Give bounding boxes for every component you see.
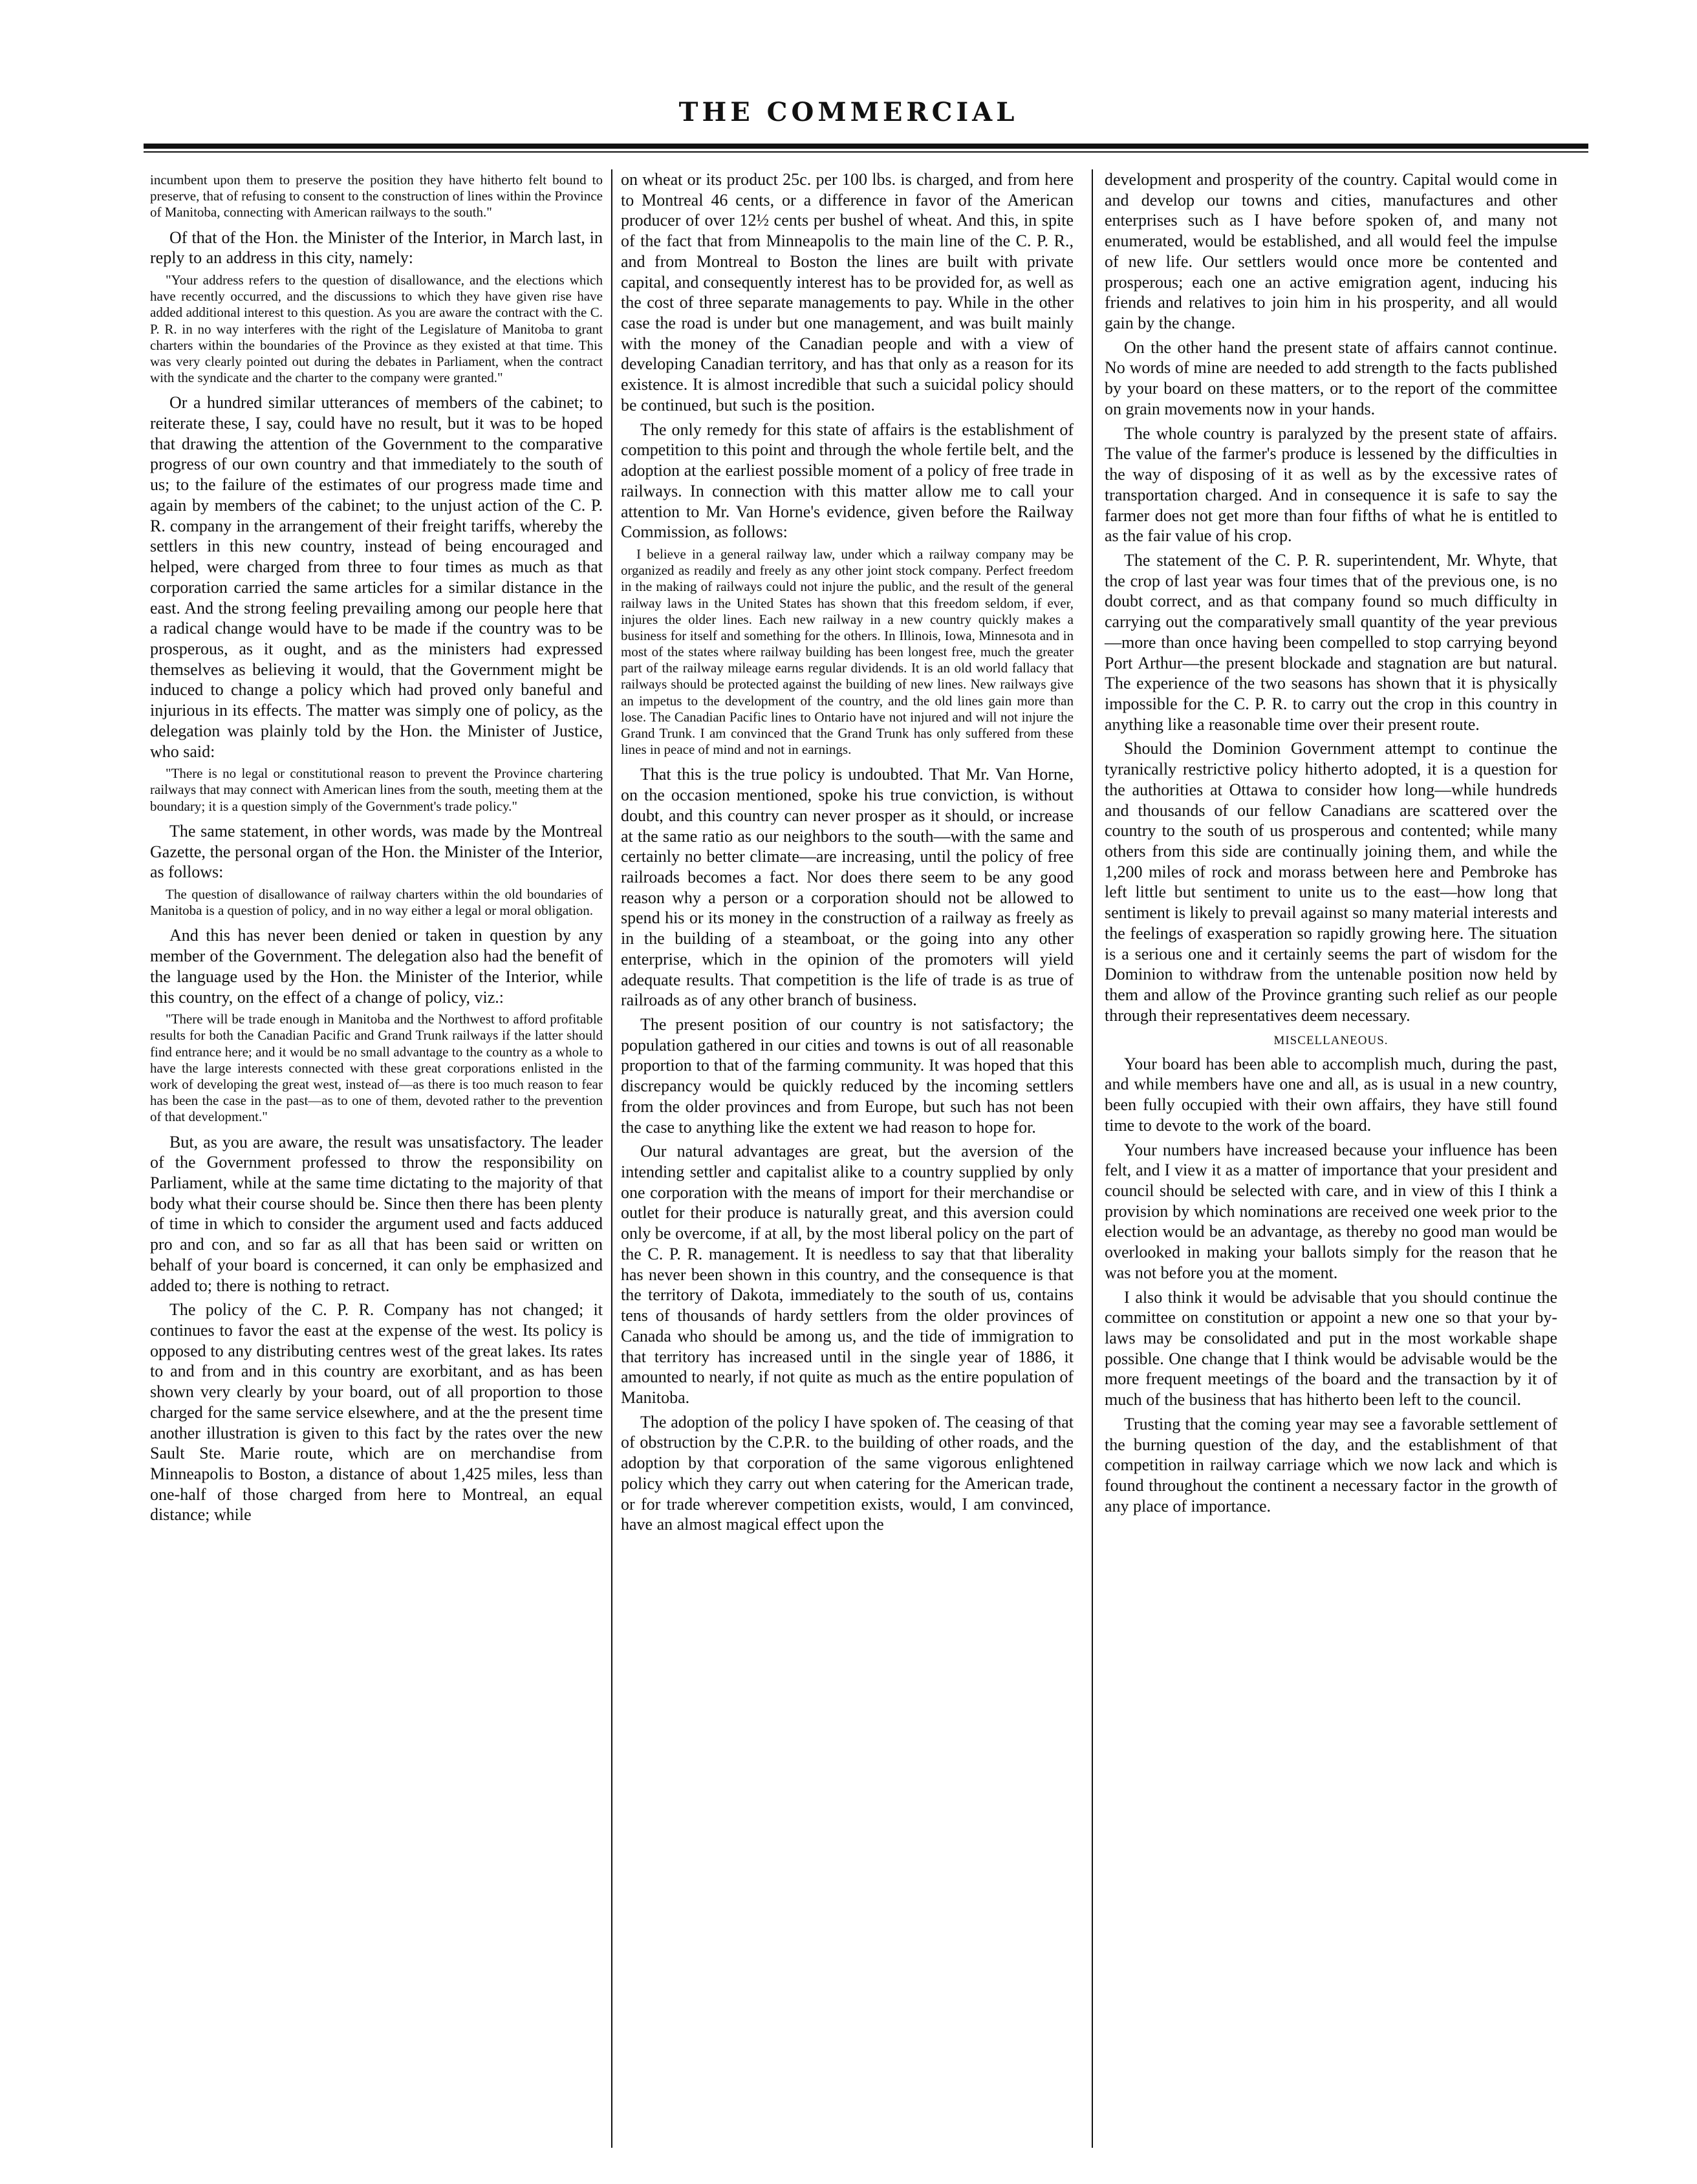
- column-2: [621, 169, 1074, 1539]
- paragraph: And this has never been denied or taken in question by any member of the Government. The delegation also had the benefit of the language used by the Hon. the Minister of the Interior, while this country, on the effect of a change of policy, viz.:: [150, 926, 603, 1007]
- masthead-title: THE COMMERCIAL: [678, 97, 1019, 127]
- block-quote: incumbent upon them to preserve the position they have hitherto felt bound to preserve, that of refusing to consent to the construction of lines within the Province of Manitoba, connecting with American railways to the south.": [150, 172, 603, 220]
- paragraph: The adoption of the policy I have spoken of. The ceasing of that of obstruction by the C.P.R. to the building of other roads, and the adoption by that corporation of the same vigorous enlightened policy which they carry out when catering for the American trade, or for trade wherever competition exists, would, I am convinced, have an almost magical effect upon the: [621, 1412, 1074, 1534]
- block-quote: I believe in a general railway law, under which a railway company may be organized as readily and freely as any other joint stock company. Perfect freedom in the making of railways could not injure the public, and the result of the general railway laws in the United States has shown that this freedom seldom, if ever, injures the older lines. Each new railway in a new country quickly makes a business for itself and something for the others. In Illinois, Iowa, Minnesota and in most of the states where railway building has been longest free, much the greater part of the railway mileage earns regular dividends. It is an old world fallacy that railways should be protected against the building of new lines. New railways give an impetus to the development of the country, and the old lines gain more than lose. The Canadian Pacific lines to Ontario have not injured and will not injure the Grand Trunk. I am convinced that the Grand Trunk has only suffered from these lines in peace of mind and not in earnings.: [621, 546, 1074, 758]
- paragraph: Trusting that the coming year may see a favorable settlement of the burning question of the day, and the establishment of that competition in railway carriage which we now lack and which is found throughout the continent a necessary factor in the growth of any place of importance.: [1105, 1414, 1557, 1515]
- paragraph: The only remedy for this state of affairs is the establishment of competition to this point and through the whole fertile belt, and the adoption at the earliest possible moment of a policy of free trade in railways. In connection with this matter allow me to call your attention to Mr. Van Horne's evidence, given before the Railway Commission, as follows:: [621, 420, 1074, 542]
- paragraph: Your numbers have increased because your influence has been felt, and I view it as a matter of importance that your president and council should be selected with care, and in view of this I think a provision by which nominations are received one week prior to the election would be an advantage, as thereby no good man would be overlooked in making your ballots simply for the reason that he was not before you at the moment.: [1105, 1140, 1557, 1282]
- paragraph: Should the Dominion Government attempt to continue the tyranically restrictive policy hitherto adopted, it is a question for the authorities at Ottawa to consider how long—while hundreds and thousands of our fellow Canadians are scattered over the country to the south of us prosperous and contented; while many others from this side are continually joining them, and while the 1,200 miles of rock and morass between here and Pembroke has left little but sentiment to unite us to the east—how long that sentiment is likely to prevail against so many material interests and the feelings of exasperation so rapidly growing here. The situation is a serious one and it certainly seems the part of wisdom for the Dominion to withdraw from the untenable position now held by them and allow of the Province granting such relief as our people through their representatives deem necessary.: [1105, 739, 1557, 1025]
- column-divider-1: [611, 169, 612, 2148]
- paragraph: Or a hundred similar utterances of members of the cabinet; to reiterate these, I say, could have no result, but it was to be hoped that drawing the attention of the Government to the comparative progress of our own country and that immediately to the south of us; to the failure of the estimates of our progress made time and again by members of the cabinet; to the unjust action of the C. P. R. company in the arrangement of their freight tariffs, whereby the settlers in this new country, instead of being encouraged and helped, were charged from three to four times as much as that corporation carried the same articles for a similar distance in the east. And the strong feeling prevailing among our people here that a radical change would have to be made if the country was to be prosperous, as it ought, and as the ministers had expressed themselves as believing it would, that the Government might be induced to change a policy which had proved only baneful and injurious in its effects. The matter was simply one of policy, as the delegation was plainly told by the Hon. the Minister of Justice, who said:: [150, 393, 603, 761]
- block-quote: "There is no legal or constitutional reason to prevent the Province chartering railways that may connect with American lines from the south, meeting them at the boundary; it is a question simply of the Government's trade policy.": [150, 765, 603, 814]
- masthead-rule: [144, 144, 1588, 149]
- paragraph: But, as you are aware, the result was unsatisfactory. The leader of the Government professed to throw the responsibility on Parliament, while at the same time dictating to the majority of that body what their course should be. Since then there has been plenty of time in which to consider the argument used and facts adduced pro and con, and so far as all that has been said or written on behalf of your board is concerned, it can only be emphasized and added to; there is nothing to retract.: [150, 1132, 603, 1295]
- block-quote: "There will be trade enough in Manitoba and the Northwest to afford profitable results for both the Canadian Pacific and Grand Trunk railways if the latter should find entrance here; and it would be no small advantage to the country as a whole to have the large interests connected with these great corporations enlisted in the work of developing the great west, instead of—as there is too much reason to fear has been the case in the past—as to one of them, devoted rather to the prevention of that development.": [150, 1011, 603, 1125]
- section-heading: MISCELLANEOUS.: [1273, 1034, 1389, 1048]
- paragraph: I also think it would be advisable that you should continue the committee on constitution or appoint a new one so that your by-laws may be consolidated and put in the most workable shape possible. One change that I think would be advisable would be the more frequent meetings of the board and the transaction by it of much of the business that has hitherto been left to the council.: [1105, 1287, 1557, 1409]
- column-3: [1105, 169, 1557, 1520]
- paragraph: That this is the true policy is undoubted. That Mr. Van Horne, on the occasion mentioned, spoke his true conviction, is without doubt, and this country can never prosper as it should, or increase at the same ratio as our neighbors to the south—with the same and certainly no better climate—are increasing, until the policy of free railroads becomes a fact. Nor does there seem to be any good reason why a person or a corporation should not be allowed to spend his or its money in the construction of a railway as freely as in the building of a steamboat, or the going into any other enterprise, which in the opinion of the promoters will yield adequate results. That competition is the life of trade is as true of railroads as of any other branch of business.: [621, 765, 1074, 1010]
- paragraph: The whole country is paralyzed by the present state of affairs. The value of the farmer's produce is lessened by the difficulties in the way of disposing of it as well as by the excessive rates of transportation charged. And in consequence it is safe to say the farmer does not get more than four fifths of what he is entitled to as the fair value of his crop.: [1105, 423, 1557, 546]
- paragraph: on wheat or its product 25c. per 100 lbs. is charged, and from here to Montreal 46 cents, or a difference in favor of the American producer of over 12½ cents per bushel of wheat. And this, in spite of the fact that from Minneapolis to the main line of the C. P. R., and from Montreal to Boston the lines are built with private capital, and consequently interest has to be provided for, as well as the cost of three separate managements to pay. While in the other case the road is under but one management, and was built mainly with the money of the Canadian people and with a view of developing Canadian territory, and has that only as a reason for its existence. It is almost incredible that such a suicidal policy should be continued, but such is the position.: [621, 170, 1074, 414]
- paragraph: The same statement, in other words, was made by the Montreal Gazette, the personal organ of the Hon. the Minister of the Interior, as follows:: [150, 821, 603, 882]
- paragraph: development and prosperity of the country. Capital would come in and develop our towns and cities, manufactures and other enterprises such as I have before spoken of, and many not enumerated, would be established, and all would feel the impulse of new life. Our settlers would once more be contented and prosperous; each one an active emigration agent, inducing his friends and relatives to join him in his prosperity, and all would gain by the change.: [1105, 170, 1557, 333]
- paragraph: The present position of our country is not satisfactory; the population gathered in our cities and towns is out of all reasonable proportion to that of the farming community. It was hoped that this discrepancy would be quickly reduced by the incoming settlers from the older provinces and from Europe, but such has not been the case to anything like the extent we had reason to hope for.: [621, 1015, 1074, 1137]
- masthead-rule-thin: [144, 151, 1588, 153]
- block-quote: The question of disallowance of railway charters within the old boundaries of Manitoba is a question of policy, and in no way either a legal or moral obligation.: [150, 886, 603, 919]
- paragraph: On the other hand the present state of affairs cannot continue. No words of mine are needed to add strength to the facts published by your board on these matters, or to the report of the committee on grain movements now in your hands.: [1105, 337, 1557, 418]
- block-quote: "Your address refers to the question of disallowance, and the elections which have recently occurred, and the discussions to which they have given rise have added additional interest to this question. As you are aware the contract with the C. P. R. in no way interferes with the right of the Legislature of Manitoba to grant charters within the boundaries of the Province as they existed at that time. This was very clearly pointed out during the debates in Parliament, when the contract with the syndicate and the charter to the company were granted.": [150, 272, 603, 386]
- paragraph: The policy of the C. P. R. Company has not changed; it continues to favor the east at the expense of the west. Its policy is opposed to any distributing centres west of the great lakes. Its rates to and from and in this country are exorbitant, and as has been shown very clearly by your board, out of all proportion to those charged for the same service elsewhere, and at the the present time another illustration is given to this fact by the rates over the new Sault Ste. Marie route, which are on merchandise from Minneapolis to Boston, a distance of about 1,425 miles, less than one-half of those charged from here to Montreal, an equal distance; while: [150, 1300, 603, 1525]
- paragraph: Our natural advantages are great, but the aversion of the intending settler and capitalist alike to a country supplied by only one corporation with the means of import for their merchandise or outlet for their produce is naturally great, and this aversion could only be overcome, if at all, by the most liberal policy on the part of the C. P. R. management. It is needless to say that that liberality has never been shown in this country, and the consequence is that the territory of Dakota, immediately to the south of us, contains tens of thousands of hardy settlers from the older provinces of Canada who should be among us, and the tide of immigration to that territory has increased until in the single year of 1886, it amounted to nearly, if not quite as much as the entire population of Manitoba.: [621, 1142, 1074, 1407]
- paragraph: Your board has been able to accomplish much, during the past, and while members have one and all, as is usual in a new country, been fully occupied with their own affairs, they have still found time to devote to the work of the board.: [1105, 1054, 1557, 1135]
- paragraph: Of that of the Hon. the Minister of the Interior, in March last, in reply to an address in this city, namely:: [150, 228, 603, 268]
- paragraph: The statement of the C. P. R. superintendent, Mr. Whyte, that the crop of last year was four times that of the previous one, is no doubt correct, and as that company found so much difficulty in carrying out the comparatively small quantity of the year previous—more than once having been compelled to stop carrying beyond Port Arthur—the present blockade and stagnation are but natural. The experience of the two seasons has shown that it is physically impossible for the C. P. R. to carry out the crop in this country in anything like a reasonable time over their present route.: [1105, 550, 1557, 734]
- column-divider-2: [1092, 169, 1093, 2148]
- column-1: [150, 169, 603, 1529]
